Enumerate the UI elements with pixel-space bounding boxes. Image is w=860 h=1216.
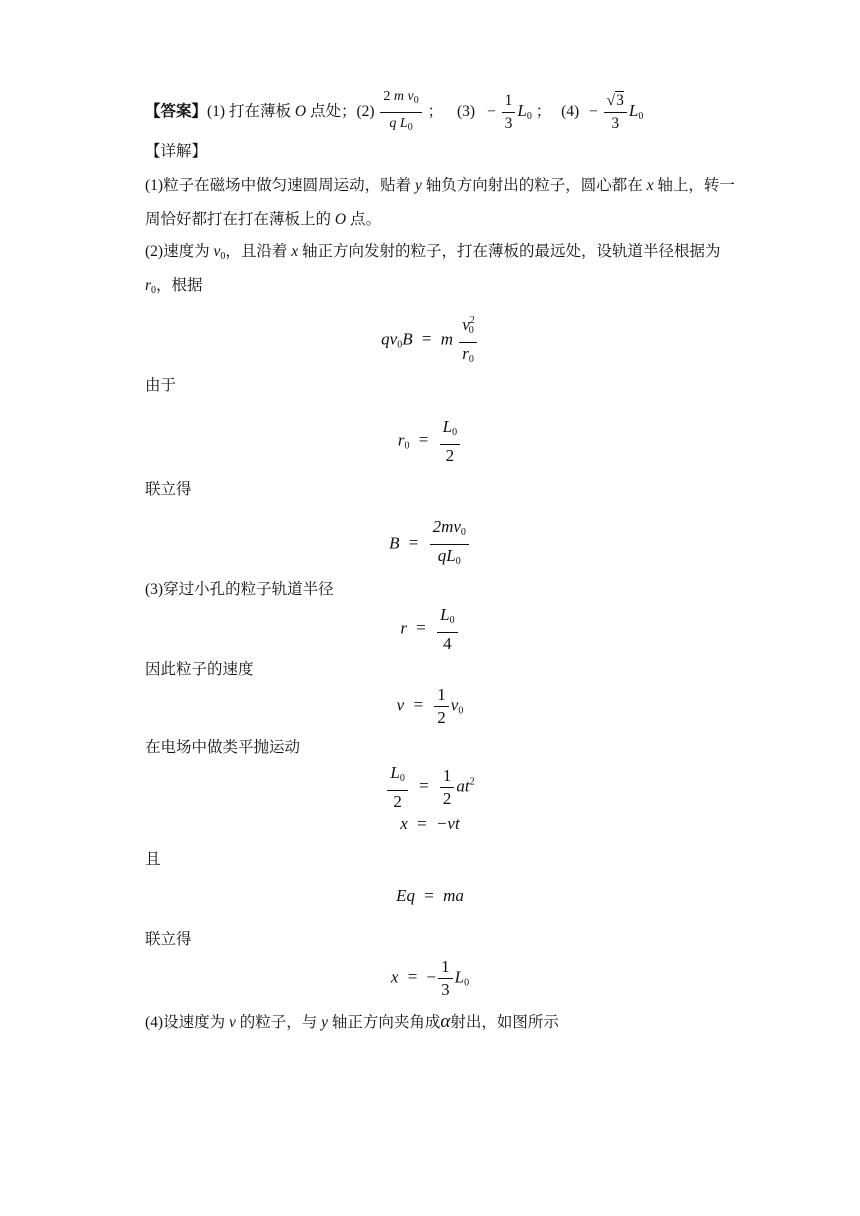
equation-small-radius: r = $\frac{L_0}{4}$ bbox=[0, 606, 860, 653]
answer-part1-O: O bbox=[294, 103, 307, 121]
text-lianli-1: 联立得 bbox=[145, 481, 192, 498]
equation-x-vt: x = −vt bbox=[400, 814, 460, 833]
part2-line1: (2)速度为 $v_0$，且沿着 x 轴正方向发射的粒子，打在薄板的最远处，设轨道半径根据为 bbox=[145, 243, 721, 262]
answer-sep: ； bbox=[427, 103, 444, 121]
equation-Eq-ma: Eq = ma bbox=[396, 886, 464, 905]
text-youyu: 由于 bbox=[145, 377, 177, 394]
text-dianchang: 在电场中做类平抛运动 bbox=[145, 739, 301, 756]
answer-part3-minus: − bbox=[486, 103, 496, 121]
answer-part1-num: (1) bbox=[207, 103, 226, 121]
part3-text: (3)穿过小孔的粒子轨道半径 bbox=[145, 581, 334, 598]
part2-line2: $r_0$，根据 bbox=[145, 277, 203, 296]
equation-radius: $r_0$ = $\frac{L_0}{2}$ bbox=[0, 418, 860, 465]
part1-line2: 周恰好都打在打在薄板上的 O 点。 bbox=[145, 211, 381, 228]
equation-displacement: $\frac{L_0}{2}$ = $\frac{1}{2}$ $at^2$ bbox=[0, 764, 860, 811]
answer-part2-num: (2) bbox=[356, 103, 375, 121]
answer-part2-fraction: $\frac{2 m v_0}{q L_0}$ bbox=[380, 88, 421, 137]
equation-lorentz-force: $qv_0B = m$ $\frac{v^2_0}{r_0}$ bbox=[0, 312, 860, 369]
equation-B: B = $\frac{2mv_0}{qL_0}$ bbox=[0, 518, 860, 571]
equation-x-result: x = − $\frac{1}{3}$ $L_0$ bbox=[390, 957, 470, 999]
text-yinci: 因此粒子的速度 bbox=[145, 661, 254, 678]
detail-label: 【详解】 bbox=[145, 143, 208, 160]
answer-part3-L: L bbox=[517, 101, 527, 121]
answer-part3-fraction: $\frac{1}{3}$ bbox=[502, 92, 516, 133]
answer-part4-L: L bbox=[628, 101, 639, 121]
text-qie: 且 bbox=[145, 851, 161, 868]
answer-label: 【答案】 bbox=[145, 103, 208, 121]
answer-part3-num: (3) bbox=[457, 103, 476, 121]
answer-part1-tail: 点处； bbox=[309, 103, 357, 121]
text-lianli-2: 联立得 bbox=[145, 931, 192, 948]
part4-line: (4)设速度为 v 的粒子，与 y 轴正方向夹角成α射出，如图所示 bbox=[145, 1011, 559, 1032]
answer-part4-fraction: $\frac{√3}{3}$ bbox=[604, 92, 627, 133]
answer-part4-minus: − bbox=[589, 103, 598, 121]
answer-part4-num: (4) bbox=[561, 103, 580, 121]
answer-line: 【答案】(1) 打在薄板 O 点处；(2) $\frac{2 m v_0}{q L_0}$ ； (3) − $\frac{1}{3}$ $L_0$ ； (4) − $\frac{√3}{3}$ $L_0$ bbox=[145, 88, 643, 137]
equation-velocity: v = $\frac{1}{2}$ $v_0$ bbox=[396, 685, 464, 727]
answer-part1-text: 打在薄板 bbox=[228, 103, 291, 121]
part1-line1: (1)粒子在磁场中做匀速圆周运动，贴着 y 轴负方向射出的粒子，圆心都在 x 轴上，转一 bbox=[145, 177, 735, 194]
